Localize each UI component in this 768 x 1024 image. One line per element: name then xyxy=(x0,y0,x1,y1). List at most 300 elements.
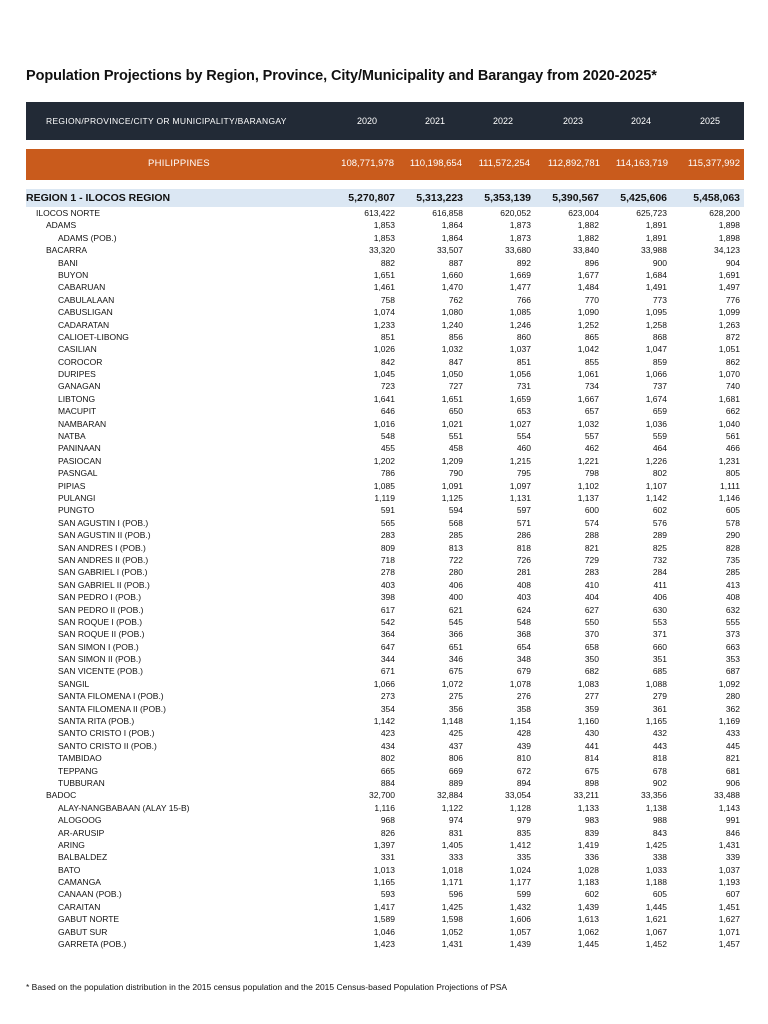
row-value: 344 xyxy=(380,654,395,665)
row-name: SANGIL xyxy=(58,678,90,689)
row-value: 1,445 xyxy=(645,901,667,912)
row-value: 413 xyxy=(725,579,740,590)
row-value: 1,056 xyxy=(509,369,531,380)
row-value: 1,070 xyxy=(718,369,740,380)
row-value: 33,211 xyxy=(573,790,599,801)
row-name: ALOGOOG xyxy=(58,815,102,826)
row-value: 553 xyxy=(652,616,667,627)
row-value: 443 xyxy=(652,740,667,751)
row-name: GANAGAN xyxy=(58,381,101,392)
row-name: BADOC xyxy=(46,790,77,801)
row-name: ALAY-NANGBABAAN (ALAY 15-B) xyxy=(58,802,190,813)
table-row xyxy=(26,207,744,219)
row-value: 1,667 xyxy=(577,393,599,404)
row-value: 1,226 xyxy=(645,455,667,466)
row-value: 884 xyxy=(380,777,395,788)
row-value: 574 xyxy=(584,517,599,528)
row-value: 1,143 xyxy=(718,802,740,813)
row-value: 434 xyxy=(380,740,395,751)
row-name: BUYON xyxy=(58,269,89,280)
row-value: 1,116 xyxy=(374,802,395,813)
row-value: 1,146 xyxy=(718,492,740,503)
row-value: 770 xyxy=(584,294,599,305)
table-row xyxy=(26,517,744,529)
row-value: 594 xyxy=(448,505,463,516)
row-name: MACUPIT xyxy=(58,406,97,417)
row-value: 554 xyxy=(516,431,531,442)
row-value: 1,423 xyxy=(373,939,395,950)
row-value: 1,252 xyxy=(577,319,599,330)
row-value: 1,057 xyxy=(509,926,531,937)
row-name: CASILIAN xyxy=(58,344,97,355)
row-value: 350 xyxy=(584,654,599,665)
row-value: 1,873 xyxy=(509,220,531,231)
table-row xyxy=(26,430,744,442)
row-value: 408 xyxy=(725,592,740,603)
data-rows xyxy=(26,207,744,950)
table-row xyxy=(26,802,744,814)
row-value: 1,052 xyxy=(441,926,463,937)
row-name: SANTO CRISTO II (POB.) xyxy=(58,740,157,751)
row-value: 1,864 xyxy=(441,220,463,231)
philippines-2025: 115,377,992 xyxy=(687,158,740,169)
row-value: 408 xyxy=(516,579,531,590)
table-row xyxy=(26,529,744,541)
row-value: 839 xyxy=(584,827,599,838)
row-value: 1,660 xyxy=(441,269,463,280)
row-value: 1,024 xyxy=(509,864,531,875)
table-row xyxy=(26,542,744,554)
row-value: 1,154 xyxy=(509,716,531,727)
row-value: 1,091 xyxy=(441,480,463,491)
row-value: 1,097 xyxy=(509,480,531,491)
row-value: 1,684 xyxy=(645,269,667,280)
header-year-2021: 2021 xyxy=(424,116,446,126)
row-name: SAN AGUSTIN I (POB.) xyxy=(58,517,149,528)
row-value: 548 xyxy=(380,431,395,442)
row-name: SAN VICENTE (POB.) xyxy=(58,666,144,677)
row-name: SAN GABRIEL I (POB.) xyxy=(58,567,148,578)
row-name: SANTO CRISTO I (POB.) xyxy=(58,728,155,739)
row-value: 1,188 xyxy=(645,877,667,888)
table-row xyxy=(26,827,744,839)
row-value: 732 xyxy=(652,554,667,565)
row-value: 285 xyxy=(448,530,463,541)
table-row xyxy=(26,504,744,516)
row-value: 591 xyxy=(380,505,395,516)
row-value: 356 xyxy=(448,703,463,714)
row-value: 681 xyxy=(725,765,740,776)
row-value: 616,858 xyxy=(432,208,463,218)
row-value: 1,169 xyxy=(718,716,740,727)
row-value: 1,119 xyxy=(374,492,395,503)
row-value: 859 xyxy=(652,356,667,367)
row-value: 679 xyxy=(516,666,531,677)
row-value: 1,691 xyxy=(718,269,740,280)
row-value: 1,412 xyxy=(509,839,531,850)
row-value: 1,032 xyxy=(577,418,599,429)
row-name: DURIPES xyxy=(58,369,96,380)
table-row xyxy=(26,690,744,702)
row-value: 902 xyxy=(652,777,667,788)
table-row xyxy=(26,665,744,677)
row-value: 1,021 xyxy=(441,418,463,429)
row-value: 831 xyxy=(448,827,463,838)
row-value: 551 xyxy=(448,431,463,442)
row-name: ADAMS (POB.) xyxy=(58,232,117,243)
row-value: 737 xyxy=(652,381,667,392)
row-value: 795 xyxy=(516,468,531,479)
row-value: 802 xyxy=(652,468,667,479)
row-name: NAMBARAN xyxy=(58,418,107,429)
row-value: 766 xyxy=(516,294,531,305)
row-name: SAN SIMON II (POB.) xyxy=(58,654,142,665)
row-name: BALBALDEZ xyxy=(58,852,108,863)
row-value: 658 xyxy=(584,641,599,652)
row-value: 1,451 xyxy=(718,901,740,912)
row-value: 368 xyxy=(516,629,531,640)
row-value: 862 xyxy=(725,356,740,367)
header-year-2020: 2020 xyxy=(356,116,378,126)
row-value: 336 xyxy=(584,852,599,863)
row-value: 1,659 xyxy=(509,393,531,404)
row-value: 1,037 xyxy=(718,864,740,875)
row-value: 335 xyxy=(516,852,531,863)
table-row xyxy=(26,219,744,231)
row-value: 1,033 xyxy=(645,864,667,875)
row-value: 354 xyxy=(380,703,395,714)
row-value: 1,405 xyxy=(441,839,463,850)
region-label: REGION 1 - ILOCOS REGION xyxy=(26,192,171,204)
row-value: 433 xyxy=(725,728,740,739)
table-row xyxy=(26,442,744,454)
row-value: 1,882 xyxy=(577,220,599,231)
row-value: 790 xyxy=(448,468,463,479)
row-value: 1,425 xyxy=(645,839,667,850)
row-value: 593 xyxy=(380,889,395,900)
row-value: 678 xyxy=(652,765,667,776)
row-value: 1,853 xyxy=(373,220,395,231)
row-value: 1,641 xyxy=(373,393,395,404)
row-value: 889 xyxy=(448,777,463,788)
row-value: 1,099 xyxy=(718,307,740,318)
row-value: 627 xyxy=(584,604,599,615)
philippines-label: PHILIPPINES xyxy=(148,158,210,169)
row-value: 348 xyxy=(516,654,531,665)
row-name: SAN ROQUE II (POB.) xyxy=(58,629,145,640)
row-value: 1,111 xyxy=(719,480,740,491)
row-name: CABUSLIGAN xyxy=(58,307,113,318)
row-value: 798 xyxy=(584,468,599,479)
row-value: 458 xyxy=(448,443,463,454)
row-value: 651 xyxy=(448,641,463,652)
header-year-2025: 2025 xyxy=(699,116,721,126)
table-row xyxy=(26,653,744,665)
table-row xyxy=(26,926,744,938)
row-value: 33,680 xyxy=(505,245,531,256)
row-value: 687 xyxy=(725,666,740,677)
row-value: 460 xyxy=(516,443,531,454)
row-value: 1,240 xyxy=(441,319,463,330)
row-value: 33,840 xyxy=(573,245,599,256)
row-name: CANAAN (POB.) xyxy=(58,889,122,900)
row-value: 288 xyxy=(584,530,599,541)
row-value: 403 xyxy=(516,592,531,603)
table-row xyxy=(26,888,744,900)
row-value: 1,891 xyxy=(645,232,667,243)
row-value: 371 xyxy=(652,629,667,640)
row-value: 1,891 xyxy=(645,220,667,231)
row-name: TAMBIDAO xyxy=(58,753,102,764)
page-title: Population Projections by Region, Province, City/Municipality and Barangay from 2020-2025* xyxy=(26,68,657,84)
table-row xyxy=(26,938,744,950)
row-value: 802 xyxy=(380,753,395,764)
row-name: SAN ROQUE I (POB.) xyxy=(58,616,143,627)
row-value: 647 xyxy=(380,641,395,652)
row-value: 1,131 xyxy=(509,492,531,503)
row-value: 735 xyxy=(725,554,740,565)
row-value: 602 xyxy=(652,505,667,516)
table-row xyxy=(26,901,744,913)
row-value: 411 xyxy=(653,579,667,590)
row-name: GABUT NORTE xyxy=(58,914,120,925)
row-value: 1,128 xyxy=(509,802,531,813)
table-row xyxy=(26,343,744,355)
row-name: SAN ANDRES II (POB.) xyxy=(58,554,149,565)
row-value: 596 xyxy=(448,889,463,900)
row-value: 1,606 xyxy=(509,914,531,925)
row-value: 1,681 xyxy=(718,393,740,404)
row-value: 617 xyxy=(380,604,395,615)
row-value: 821 xyxy=(725,753,740,764)
row-value: 366 xyxy=(448,629,463,640)
row-value: 1,142 xyxy=(373,716,395,727)
row-value: 430 xyxy=(584,728,599,739)
row-name: CAMANGA xyxy=(58,877,101,888)
row-value: 1,669 xyxy=(509,269,531,280)
row-value: 1,882 xyxy=(577,232,599,243)
row-name: CABARUAN xyxy=(58,282,106,293)
row-value: 856 xyxy=(448,331,463,342)
row-value: 1,439 xyxy=(577,901,599,912)
row-value: 1,621 xyxy=(645,914,667,925)
row-value: 1,037 xyxy=(509,344,531,355)
row-value: 607 xyxy=(725,889,740,900)
row-value: 406 xyxy=(652,592,667,603)
row-value: 663 xyxy=(725,641,740,652)
row-value: 279 xyxy=(652,691,667,702)
row-name: CADARATAN xyxy=(58,319,110,330)
table-header xyxy=(26,102,744,140)
table-row xyxy=(26,715,744,727)
row-name: SANTA FILOMENA I (POB.) xyxy=(58,691,164,702)
row-value: 734 xyxy=(584,381,599,392)
row-value: 1,898 xyxy=(718,232,740,243)
row-value: 1,138 xyxy=(645,802,667,813)
row-value: 632 xyxy=(725,604,740,615)
row-value: 1,651 xyxy=(373,269,395,280)
row-name: SAN ANDRES I (POB.) xyxy=(58,542,146,553)
row-value: 825 xyxy=(652,542,667,553)
row-value: 283 xyxy=(380,530,395,541)
row-value: 813 xyxy=(448,542,463,553)
table-row xyxy=(26,294,744,306)
row-value: 410 xyxy=(584,579,599,590)
row-value: 821 xyxy=(584,542,599,553)
row-value: 660 xyxy=(652,641,667,652)
row-value: 33,054 xyxy=(505,790,531,801)
row-value: 32,700 xyxy=(369,790,395,801)
row-value: 729 xyxy=(584,554,599,565)
row-name: PULANGI xyxy=(58,492,96,503)
row-value: 847 xyxy=(448,356,463,367)
row-value: 726 xyxy=(516,554,531,565)
philippines-2023: 112,892,781 xyxy=(547,158,600,169)
row-value: 1,028 xyxy=(577,864,599,875)
row-value: 1,061 xyxy=(577,369,599,380)
row-value: 1,171 xyxy=(441,877,463,888)
row-value: 842 xyxy=(380,356,395,367)
row-value: 727 xyxy=(448,381,463,392)
row-value: 286 xyxy=(516,530,531,541)
header-area-label: REGION/PROVINCE/CITY OR MUNICIPALITY/BARANGAY xyxy=(46,116,287,126)
row-value: 1,263 xyxy=(718,319,740,330)
philippines-2021: 110,198,654 xyxy=(409,158,462,169)
row-value: 1,016 xyxy=(373,418,395,429)
row-value: 1,026 xyxy=(373,344,395,355)
row-value: 568 xyxy=(448,517,463,528)
row-value: 1,083 xyxy=(577,678,599,689)
row-value: 404 xyxy=(584,592,599,603)
row-value: 1,090 xyxy=(577,307,599,318)
row-value: 1,674 xyxy=(645,393,667,404)
row-value: 630 xyxy=(652,604,667,615)
row-value: 826 xyxy=(380,827,395,838)
row-value: 624 xyxy=(516,604,531,615)
row-value: 362 xyxy=(725,703,740,714)
row-value: 1,160 xyxy=(577,716,599,727)
row-name: PANINAAN xyxy=(58,443,101,454)
row-value: 571 xyxy=(516,517,531,528)
row-value: 675 xyxy=(584,765,599,776)
row-value: 887 xyxy=(448,257,463,268)
row-value: 625,723 xyxy=(636,208,667,218)
table-row xyxy=(26,554,744,566)
table-row xyxy=(26,641,744,653)
row-value: 432 xyxy=(652,728,667,739)
table-row xyxy=(26,269,744,281)
row-value: 776 xyxy=(725,294,740,305)
row-value: 805 xyxy=(725,468,740,479)
row-value: 1,027 xyxy=(509,418,531,429)
row-value: 280 xyxy=(448,567,463,578)
row-value: 1,080 xyxy=(441,307,463,318)
row-value: 773 xyxy=(652,294,667,305)
row-value: 1,439 xyxy=(509,939,531,950)
row-value: 904 xyxy=(725,257,740,268)
table-row xyxy=(26,368,744,380)
row-value: 1,452 xyxy=(645,939,667,950)
row-value: 894 xyxy=(516,777,531,788)
row-value: 1,397 xyxy=(373,839,395,850)
row-value: 1,177 xyxy=(509,877,531,888)
row-value: 361 xyxy=(652,703,667,714)
row-value: 1,102 xyxy=(577,480,599,491)
region-2024: 5,425,606 xyxy=(620,192,667,204)
row-value: 600 xyxy=(584,505,599,516)
row-value: 462 xyxy=(584,443,599,454)
row-value: 1,246 xyxy=(509,319,531,330)
table-row xyxy=(26,789,744,801)
row-value: 983 xyxy=(584,815,599,826)
row-name: SANTA FILOMENA II (POB.) xyxy=(58,703,167,714)
region-2022: 5,353,139 xyxy=(484,192,531,204)
table-row xyxy=(26,380,744,392)
row-value: 1,445 xyxy=(577,939,599,950)
row-value: 722 xyxy=(448,554,463,565)
row-value: 1,148 xyxy=(441,716,463,727)
row-value: 1,046 xyxy=(373,926,395,937)
table-row xyxy=(26,356,744,368)
row-name: AR-ARUSIP xyxy=(58,827,105,838)
row-name: PASNGAL xyxy=(58,468,98,479)
row-value: 33,356 xyxy=(641,790,667,801)
row-name: LIBTONG xyxy=(58,393,96,404)
row-value: 1,677 xyxy=(577,269,599,280)
row-value: 548 xyxy=(516,616,531,627)
row-value: 835 xyxy=(516,827,531,838)
row-value: 285 xyxy=(725,567,740,578)
row-value: 597 xyxy=(516,505,531,516)
row-value: 810 xyxy=(516,753,531,764)
row-value: 974 xyxy=(448,815,463,826)
row-value: 900 xyxy=(652,257,667,268)
table-row xyxy=(26,913,744,925)
row-value: 276 xyxy=(516,691,531,702)
table-row xyxy=(26,628,744,640)
table-row xyxy=(26,851,744,863)
row-value: 358 xyxy=(516,703,531,714)
row-value: 455 xyxy=(380,443,395,454)
row-value: 1,165 xyxy=(645,716,667,727)
row-value: 1,898 xyxy=(718,220,740,231)
row-name: PIPIAS xyxy=(58,480,86,491)
table-row xyxy=(26,257,744,269)
row-value: 662 xyxy=(725,406,740,417)
row-value: 1,095 xyxy=(645,307,667,318)
row-name: SANTA RITA (POB.) xyxy=(58,716,135,727)
row-value: 353 xyxy=(725,654,740,665)
row-value: 843 xyxy=(652,827,667,838)
row-value: 550 xyxy=(584,616,599,627)
row-name: TUBBURAN xyxy=(58,777,105,788)
row-value: 665 xyxy=(380,765,395,776)
row-value: 1,066 xyxy=(373,678,395,689)
row-value: 1,050 xyxy=(441,369,463,380)
row-value: 740 xyxy=(725,381,740,392)
table-row xyxy=(26,604,744,616)
region-2021: 5,313,223 xyxy=(416,192,463,204)
row-name: GABUT SUR xyxy=(58,926,108,937)
row-value: 898 xyxy=(584,777,599,788)
row-value: 1,122 xyxy=(441,802,463,813)
row-value: 620,052 xyxy=(500,208,531,218)
table-row xyxy=(26,864,744,876)
row-value: 284 xyxy=(652,567,667,578)
row-value: 896 xyxy=(584,257,599,268)
table-row xyxy=(26,405,744,417)
philippines-2024: 114,163,719 xyxy=(615,158,668,169)
